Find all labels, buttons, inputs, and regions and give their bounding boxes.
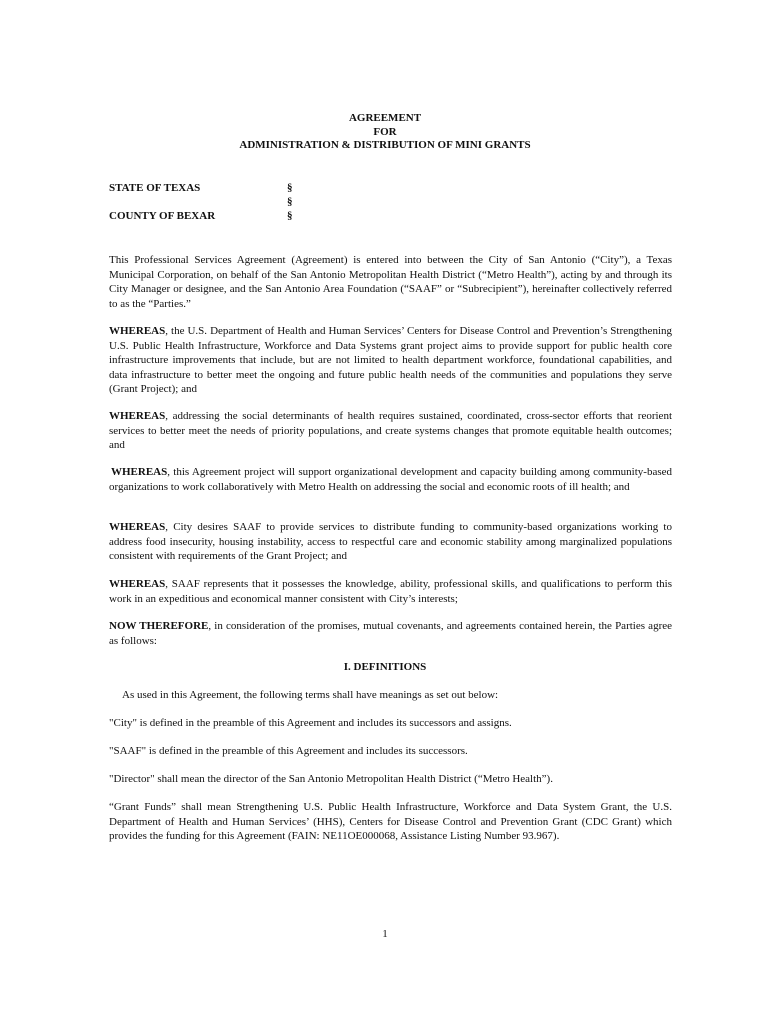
whereas-text: , this Agreement project will support organizational development and capacity building among community-based organizations to work collaboratively with Metro Health on addressing the social and economic roots of ill health; and	[109, 466, 672, 493]
intro-paragraph: This Professional Services Agreement (Agreement) is entered into between the City of San Antonio (“City”), a Texas Municipal Corporation, on behalf of the San Antonio Metropolitan Health District (“Metro Health”), acting by and through its City Manager or designee, and the San Antonio Area Foundation (“SAAF” or “Subrecipient”), hereinafter collectively referred to as the “Parties.”	[109, 254, 672, 310]
now-therefore-paragraph	[109, 619, 672, 648]
now-therefore-text: , in consideration of the promises, mutual covenants, and agreements contained herein, the Parties agree as follows:	[109, 620, 672, 647]
now-therefore-label: NOW THEREFORE	[109, 620, 209, 632]
whereas-text: , addressing the social determinants of health requires sustained, coordinated, cross-sector efforts that reorient services to better meet the needs of priority populations, and create systems changes that promote equitable health outcomes; and	[109, 410, 672, 451]
whereas-paragraph-5	[109, 577, 672, 606]
section-mark: §	[287, 182, 293, 194]
whereas-label: WHEREAS	[111, 466, 168, 478]
whereas-label: WHEREAS	[109, 410, 166, 422]
whereas-text: , SAAF represents that it possesses the knowledge, ability, professional skills, and qualifications to perform this work in an expeditious and economical manner consistent with City’s interests;	[109, 578, 672, 605]
title-line-subject: ADMINISTRATION & DISTRIBUTION OF MINI GRANTS	[239, 139, 531, 151]
whereas-paragraph-2	[109, 409, 672, 453]
whereas-paragraph-1	[109, 324, 672, 397]
title-line-for: FOR	[373, 125, 397, 138]
whereas-label: WHEREAS	[109, 325, 166, 337]
definition-saaf: "SAAF" is defined in the preamble of this Agreement and includes its successors.	[109, 745, 468, 757]
definition-city: "City" is defined in the preamble of this Agreement and includes its successors and assigns.	[109, 717, 512, 729]
venue-county: COUNTY OF BEXAR	[109, 210, 216, 222]
section-mark: §	[287, 196, 293, 208]
whereas-label: WHEREAS	[109, 521, 166, 533]
definition-director: "Director" shall mean the director of the San Antonio Metropolitan Health District (“Metro Health”).	[109, 773, 553, 785]
page-number: 1	[382, 928, 388, 940]
whereas-paragraph-4	[109, 520, 672, 564]
whereas-text: , City desires SAAF to provide services to distribute funding to community-based organizations working to address food insecurity, housing instability, access to respectful care and economic stability among marginalized populations consistent with requirements of the Grant Project; and	[109, 521, 672, 562]
section-mark: §	[287, 210, 293, 222]
definitions-heading: I. DEFINITIONS	[343, 661, 427, 673]
venue-state: STATE OF TEXAS	[109, 182, 201, 194]
document-title	[0, 112, 770, 153]
definitions-lead: As used in this Agreement, the following terms shall have meanings as set out below:	[122, 689, 499, 701]
title-line-agreement: AGREEMENT	[348, 112, 422, 124]
whereas-paragraph-3	[109, 465, 672, 494]
whereas-text: , the U.S. Department of Health and Human Services’ Centers for Disease Control and Prevention’s Strengthening U.S. Public Health Infrastructure, Workforce and Data Systems grant project aims to provide support for public health core infrastructure improvements that include, but are not limited to health department workforce, foundational capabilities, and data infrastructure to better meet the ongoing and future public health needs of the communities and populations they serve (Grant Project); and	[109, 325, 672, 395]
whereas-label: WHEREAS	[109, 578, 166, 590]
definition-grant-funds: “Grant Funds” shall mean Strengthening U.S. Public Health Infrastructure, Workforce and Data System Grant, the U.S. Department of Health and Human Services’ (HHS), Centers for Disease Control and Prevention Grant (CDC Grant) which provides the funding for this Agreement (FAIN: NE11OE000068, Assistance Listing Number 93.967).	[109, 801, 672, 842]
